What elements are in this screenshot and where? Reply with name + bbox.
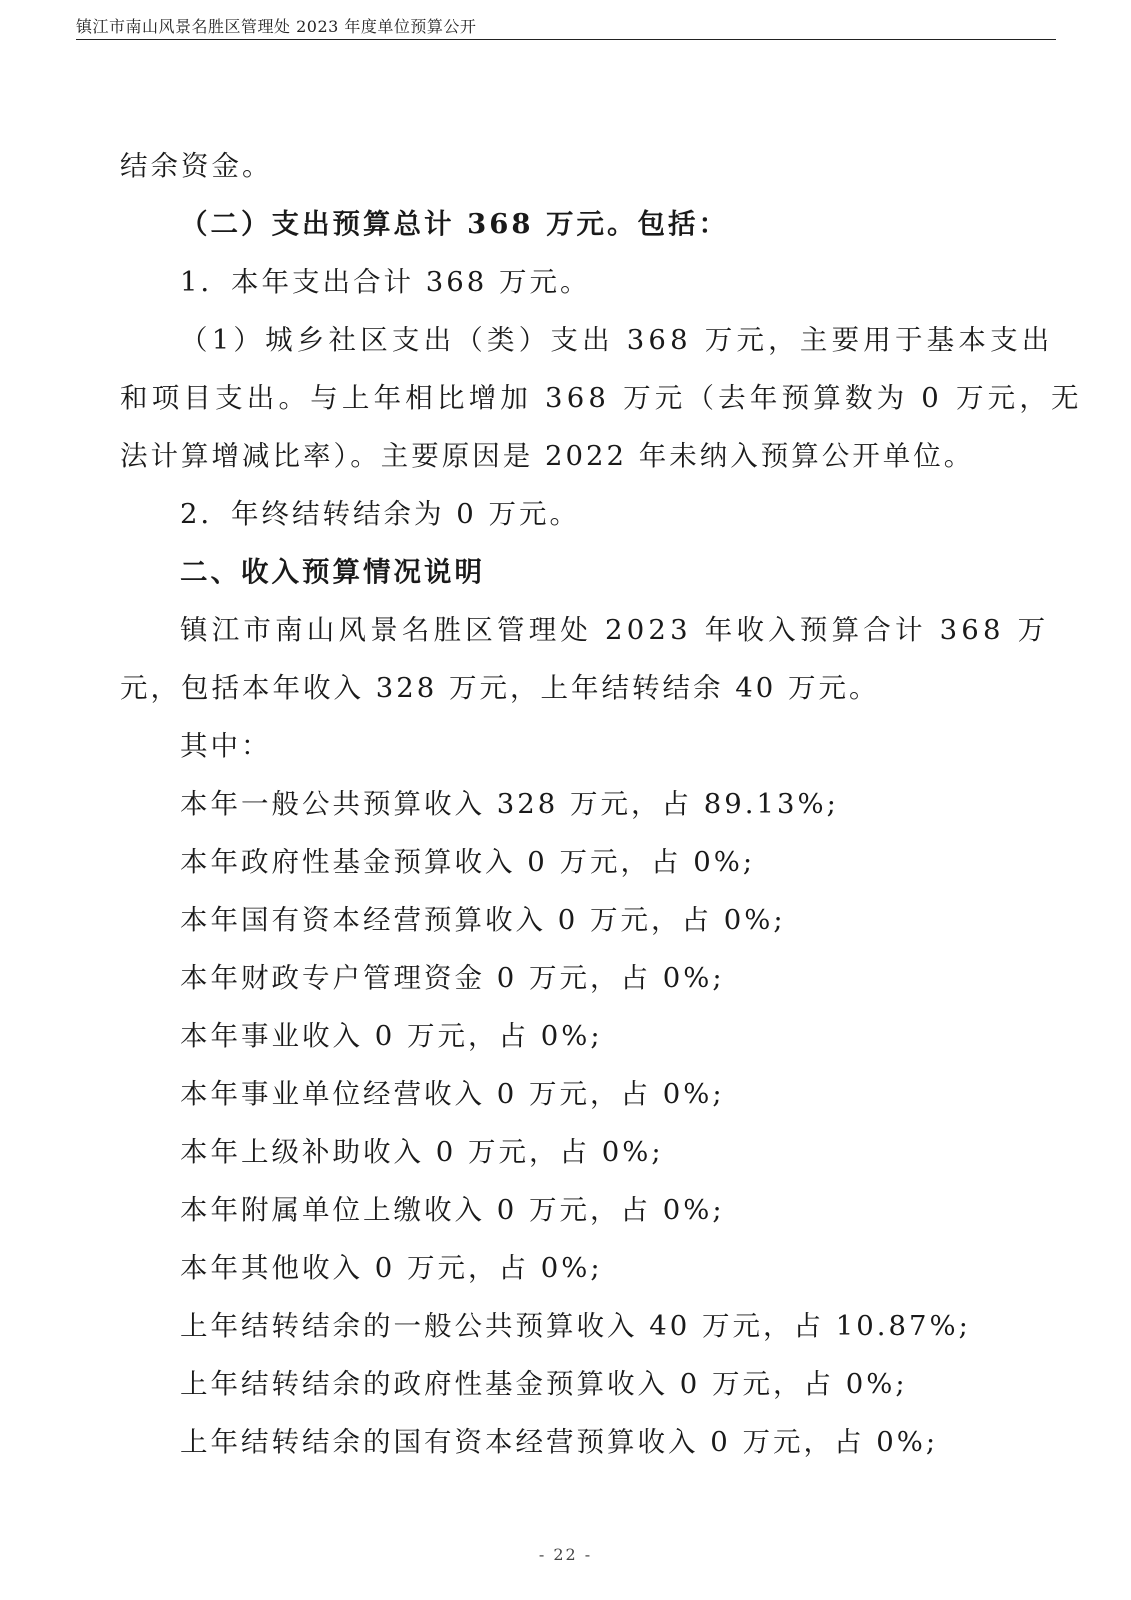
running-header: 镇江市南山风景名胜区管理处 2023 年度单位预算公开: [76, 17, 477, 36]
list-item: 本年其他收入 0 万元，占 0%;: [180, 1252, 603, 1284]
paragraph-line: 1．本年支出合计 368 万元。: [180, 266, 591, 298]
paragraph-line: 结余资金。: [120, 150, 273, 182]
document-body: [120, 146, 1083, 1480]
list-item: 本年政府性基金预算收入 0 万元，占 0%;: [180, 846, 756, 878]
section-heading-expenditure-total: （二）支出预算总计 368 万元。包括：: [180, 208, 730, 240]
paragraph-line: 2．年终结转结余为 0 万元。: [180, 498, 580, 530]
paragraph-line: 和项目支出。与上年相比增加 368 万元（去年预算数为 0 万元，无: [120, 382, 1083, 414]
paragraph-line: （1）城乡社区支出（类）支出 368 万元，主要用于基本支出: [180, 324, 1054, 356]
list-item: 本年财政专户管理资金 0 万元，占 0%;: [180, 962, 725, 994]
list-item: 本年国有资本经营预算收入 0 万元，占 0%;: [180, 904, 786, 936]
list-item: 本年上级补助收入 0 万元，占 0%;: [180, 1136, 664, 1168]
paragraph-line: 其中：: [180, 730, 272, 762]
list-item: 上年结转结余的国有资本经营预算收入 0 万元，占 0%;: [180, 1426, 939, 1458]
paragraph-line: 元，包括本年收入 328 万元，上年结转结余 40 万元。: [120, 672, 880, 704]
page-number: - 22 -: [538, 1545, 593, 1564]
list-item: 本年事业单位经营收入 0 万元，占 0%;: [180, 1078, 725, 1110]
section-heading-income-budget: 二、收入预算情况说明: [180, 556, 485, 588]
list-item: 本年附属单位上缴收入 0 万元，占 0%;: [180, 1194, 725, 1226]
list-item: 上年结转结余的一般公共预算收入 40 万元，占 10.87%;: [180, 1310, 971, 1342]
header-divider: [76, 39, 1056, 40]
list-item: 本年一般公共预算收入 328 万元，占 89.13%;: [180, 788, 839, 820]
paragraph-line: 镇江市南山风景名胜区管理处 2023 年收入预算合计 368 万: [180, 614, 1050, 646]
paragraph-line: 法计算增减比率）。主要原因是 2022 年未纳入预算公开单位。: [120, 440, 975, 472]
list-item: 上年结转结余的政府性基金预算收入 0 万元，占 0%;: [180, 1368, 908, 1400]
list-item: 本年事业收入 0 万元，占 0%;: [180, 1020, 603, 1052]
